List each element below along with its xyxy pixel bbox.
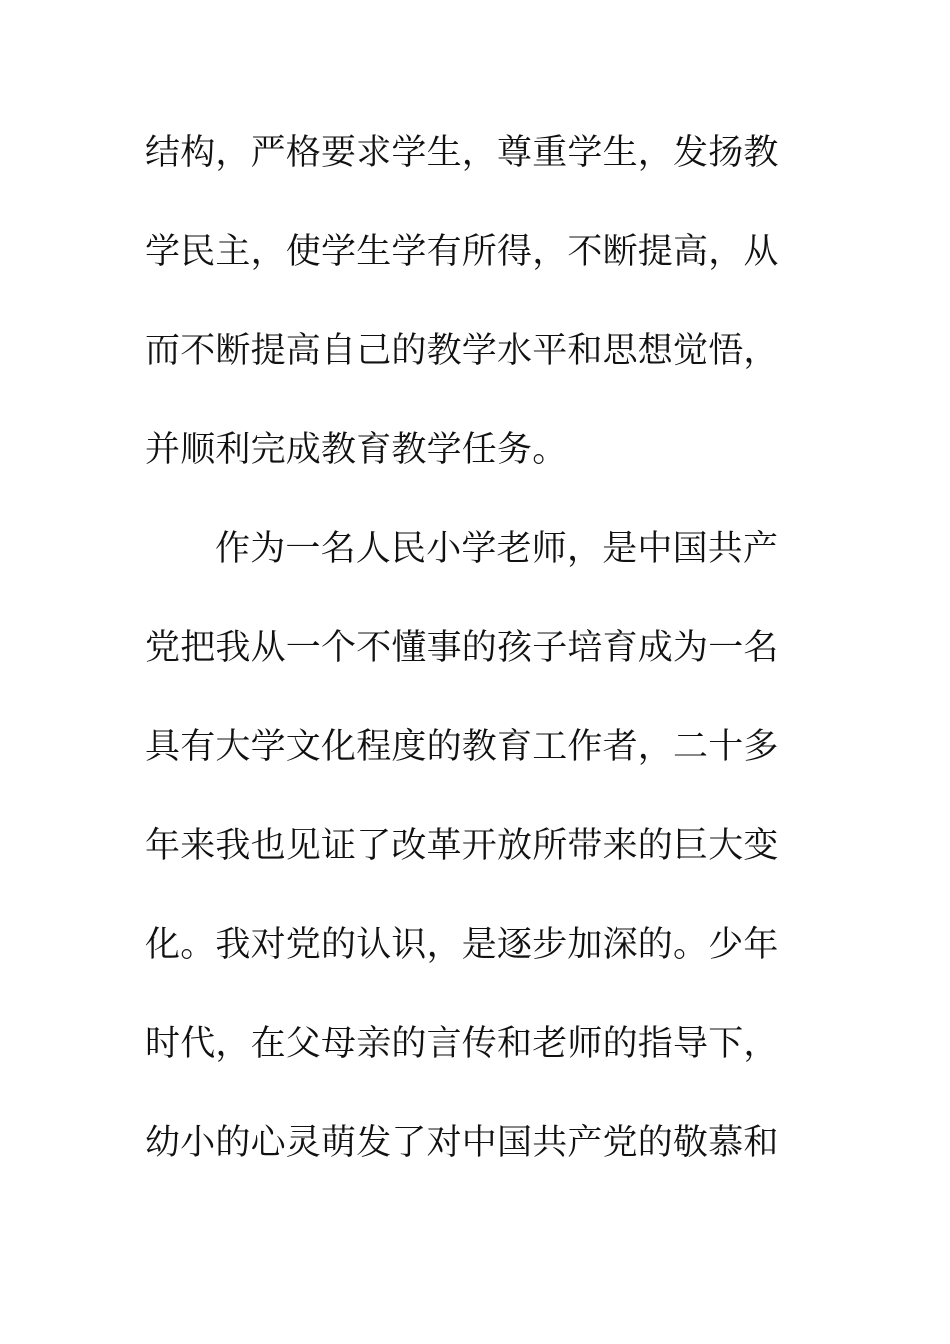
text-line: 幼小的心灵萌发了对中国共产党的敬慕和 bbox=[145, 1123, 779, 1163]
text-line: 年来我也见证了改革开放所带来的巨大变 bbox=[145, 826, 779, 866]
text-line: 时代，在父母亲的言传和老师的指导下， bbox=[145, 1024, 779, 1064]
document-body bbox=[145, 128, 785, 1217]
text-line: 党把我从一个不懂事的孩子培育成为一名 bbox=[145, 628, 779, 668]
paragraph-start-line: 作为一名人民小学老师，是中国共产 bbox=[215, 529, 779, 569]
text-line: 结构，严格要求学生，尊重学生，发扬教 bbox=[145, 133, 779, 173]
text-line: 具有大学文化程度的教育工作者，二十多 bbox=[145, 727, 779, 767]
text-line: 并顺利完成教育教学任务。 bbox=[145, 430, 568, 470]
text-line: 化。我对党的认识，是逐步加深的。少年 bbox=[145, 925, 779, 965]
text-line: 学民主，使学生学有所得，不断提高，从 bbox=[145, 232, 779, 272]
text-line: 而不断提高自己的教学水平和思想觉悟， bbox=[145, 331, 779, 371]
